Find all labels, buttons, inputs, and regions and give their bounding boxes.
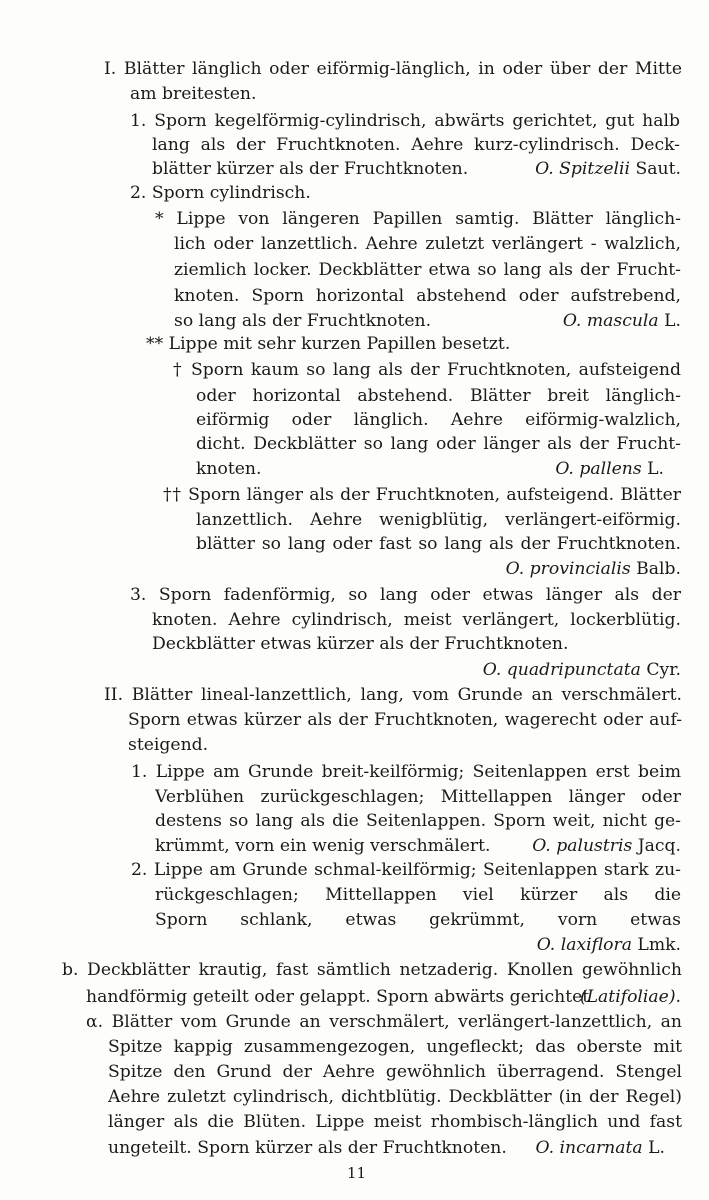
text-line: †† Sporn länger als der Fruchtknoten, aufsteigend. Blätter <box>163 485 681 505</box>
text-line: Aehre zuletzt cylindrisch, dichtblütig. Deckblätter (in der Regel) <box>108 1087 682 1107</box>
species-binomial: O. Spitzelii <box>535 159 631 179</box>
page-number: 11 <box>347 1164 367 1182</box>
text-line: 3. Sporn fadenförmig, so lang oder etwas länger als der <box>130 585 681 605</box>
text-line: länger als die Blüten. Lippe meist rhombisch-länglich und fast <box>108 1112 682 1132</box>
text-line: Sporn schlank, etwas gekrümmt, vorn etwas <box>155 910 681 930</box>
text-line: so lang als der Fruchtknoten. <box>174 311 432 331</box>
species-name <box>535 157 681 181</box>
text-line: I. Blätter länglich oder eiförmig-länglich, in oder über der Mitte <box>104 59 682 79</box>
species-author: Lmk. <box>631 935 681 955</box>
text-line: 1. Lippe am Grunde breit-keilförmig; Seitenlappen erst beim <box>131 762 681 782</box>
text-line: Sporn etwas kürzer als der Fruchtknoten, wagerecht oder auf- <box>128 710 682 730</box>
text-line: am breitesten. <box>130 84 257 104</box>
species-binomial: O. quadripunctata <box>482 660 641 680</box>
species-author: Jacq. <box>632 836 681 856</box>
text-line: lanzettlich. Aehre wenigblütig, verlängert-eiförmig. <box>196 510 681 530</box>
species-name <box>563 309 681 333</box>
text-line: Verblühen zurückgeschlagen; Mittellappen länger oder <box>155 787 681 807</box>
text-line: b. Deckblätter krautig, fast sämtlich netzaderig. Knollen gewöhnlich <box>62 960 682 980</box>
species-binomial: (Latifoliae). <box>579 987 681 1007</box>
text-line: 1. Sporn kegelförmig-cylindrisch, abwärts gerichtet, gut halb <box>130 111 680 131</box>
species-binomial: O. palustris <box>532 836 633 856</box>
text-line: dicht. Deckblätter so lang oder länger als der Frucht- <box>196 434 681 454</box>
text-line: II. Blätter lineal-lanzettlich, lang, vom Grunde an verschmälert. <box>104 685 682 705</box>
species-name <box>506 557 681 581</box>
text-line: lich oder lanzettlich. Aehre zuletzt verlängert - walzlich, <box>174 234 681 254</box>
text-line: lang als der Fruchtknoten. Aehre kurz-cylindrisch. Deck- <box>152 135 680 155</box>
species-author: Cyr. <box>640 660 681 680</box>
text-line: knoten. <box>196 459 262 479</box>
text-line: 2. Lippe am Grunde schmal-keilförmig; Seitenlappen stark zu- <box>131 860 681 880</box>
text-line: blätter kürzer als der Fruchtknoten. <box>152 159 469 179</box>
species-name <box>532 834 681 858</box>
text-line: knoten. Aehre cylindrisch, meist verlängert, lockerblütig. <box>152 610 681 630</box>
text-line: oder horizontal abstehend. Blätter breit länglich- <box>196 386 681 406</box>
text-line: eiförmig oder länglich. Aehre eiförmig-walzlich, <box>196 410 681 430</box>
text-line: krümmt, vorn ein wenig verschmälert. <box>155 836 491 856</box>
text-line: ** Lippe mit sehr kurzen Papillen besetzt. <box>146 334 511 354</box>
species-author: Saut. <box>630 159 681 179</box>
text-line: handförmig geteilt oder gelappt. Sporn abwärts gerichtet <box>86 987 590 1007</box>
text-line: † Sporn kaum so lang als der Fruchtknoten, aufsteigend <box>173 360 681 380</box>
text-line: * Lippe von längeren Papillen samtig. Blätter länglich- <box>155 209 681 229</box>
text-line: destens so lang als die Seitenlappen. Sporn weit, nicht ge- <box>155 811 681 831</box>
species-binomial: O. provincialis <box>505 559 631 579</box>
text-line: blätter so lang oder fast so lang als der Fruchtknoten. <box>196 534 681 554</box>
species-name <box>483 658 681 682</box>
species-author: L. <box>642 1138 665 1158</box>
species-name <box>580 985 681 1009</box>
text-line: steigend. <box>128 735 209 755</box>
species-binomial: O. incarnata <box>535 1138 643 1158</box>
species-name <box>537 933 681 957</box>
text-line: α. Blätter vom Grunde an verschmälert, verlängert-lanzettlich, an <box>86 1012 682 1032</box>
text-line: Spitze kappig zusammengezogen, ungefleckt; das oberste mit <box>108 1037 682 1057</box>
text-line: 2. Sporn cylindrisch. <box>130 183 311 203</box>
text-line: ziemlich locker. Deckblätter etwa so lang als der Frucht- <box>174 260 681 280</box>
text-line: ungeteilt. Sporn kürzer als der Fruchtknoten. <box>108 1138 507 1158</box>
species-author: L. <box>641 459 664 479</box>
species-binomial: O. pallens <box>555 459 642 479</box>
species-binomial: O. laxiflora <box>536 935 632 955</box>
text-line: Spitze den Grund der Aehre gewöhnlich überragend. Stengel <box>108 1062 682 1082</box>
species-author: Balb. <box>630 559 681 579</box>
species-name <box>555 457 664 481</box>
text-line: rückgeschlagen; Mittellappen viel kürzer als die <box>155 885 681 905</box>
species-name <box>536 1136 665 1160</box>
species-author: L. <box>658 311 681 331</box>
text-line: Deckblätter etwas kürzer als der Fruchtknoten. <box>152 634 569 654</box>
text-line: knoten. Sporn horizontal abstehend oder aufstrebend, <box>174 286 681 306</box>
species-binomial: O. mascula <box>562 311 659 331</box>
